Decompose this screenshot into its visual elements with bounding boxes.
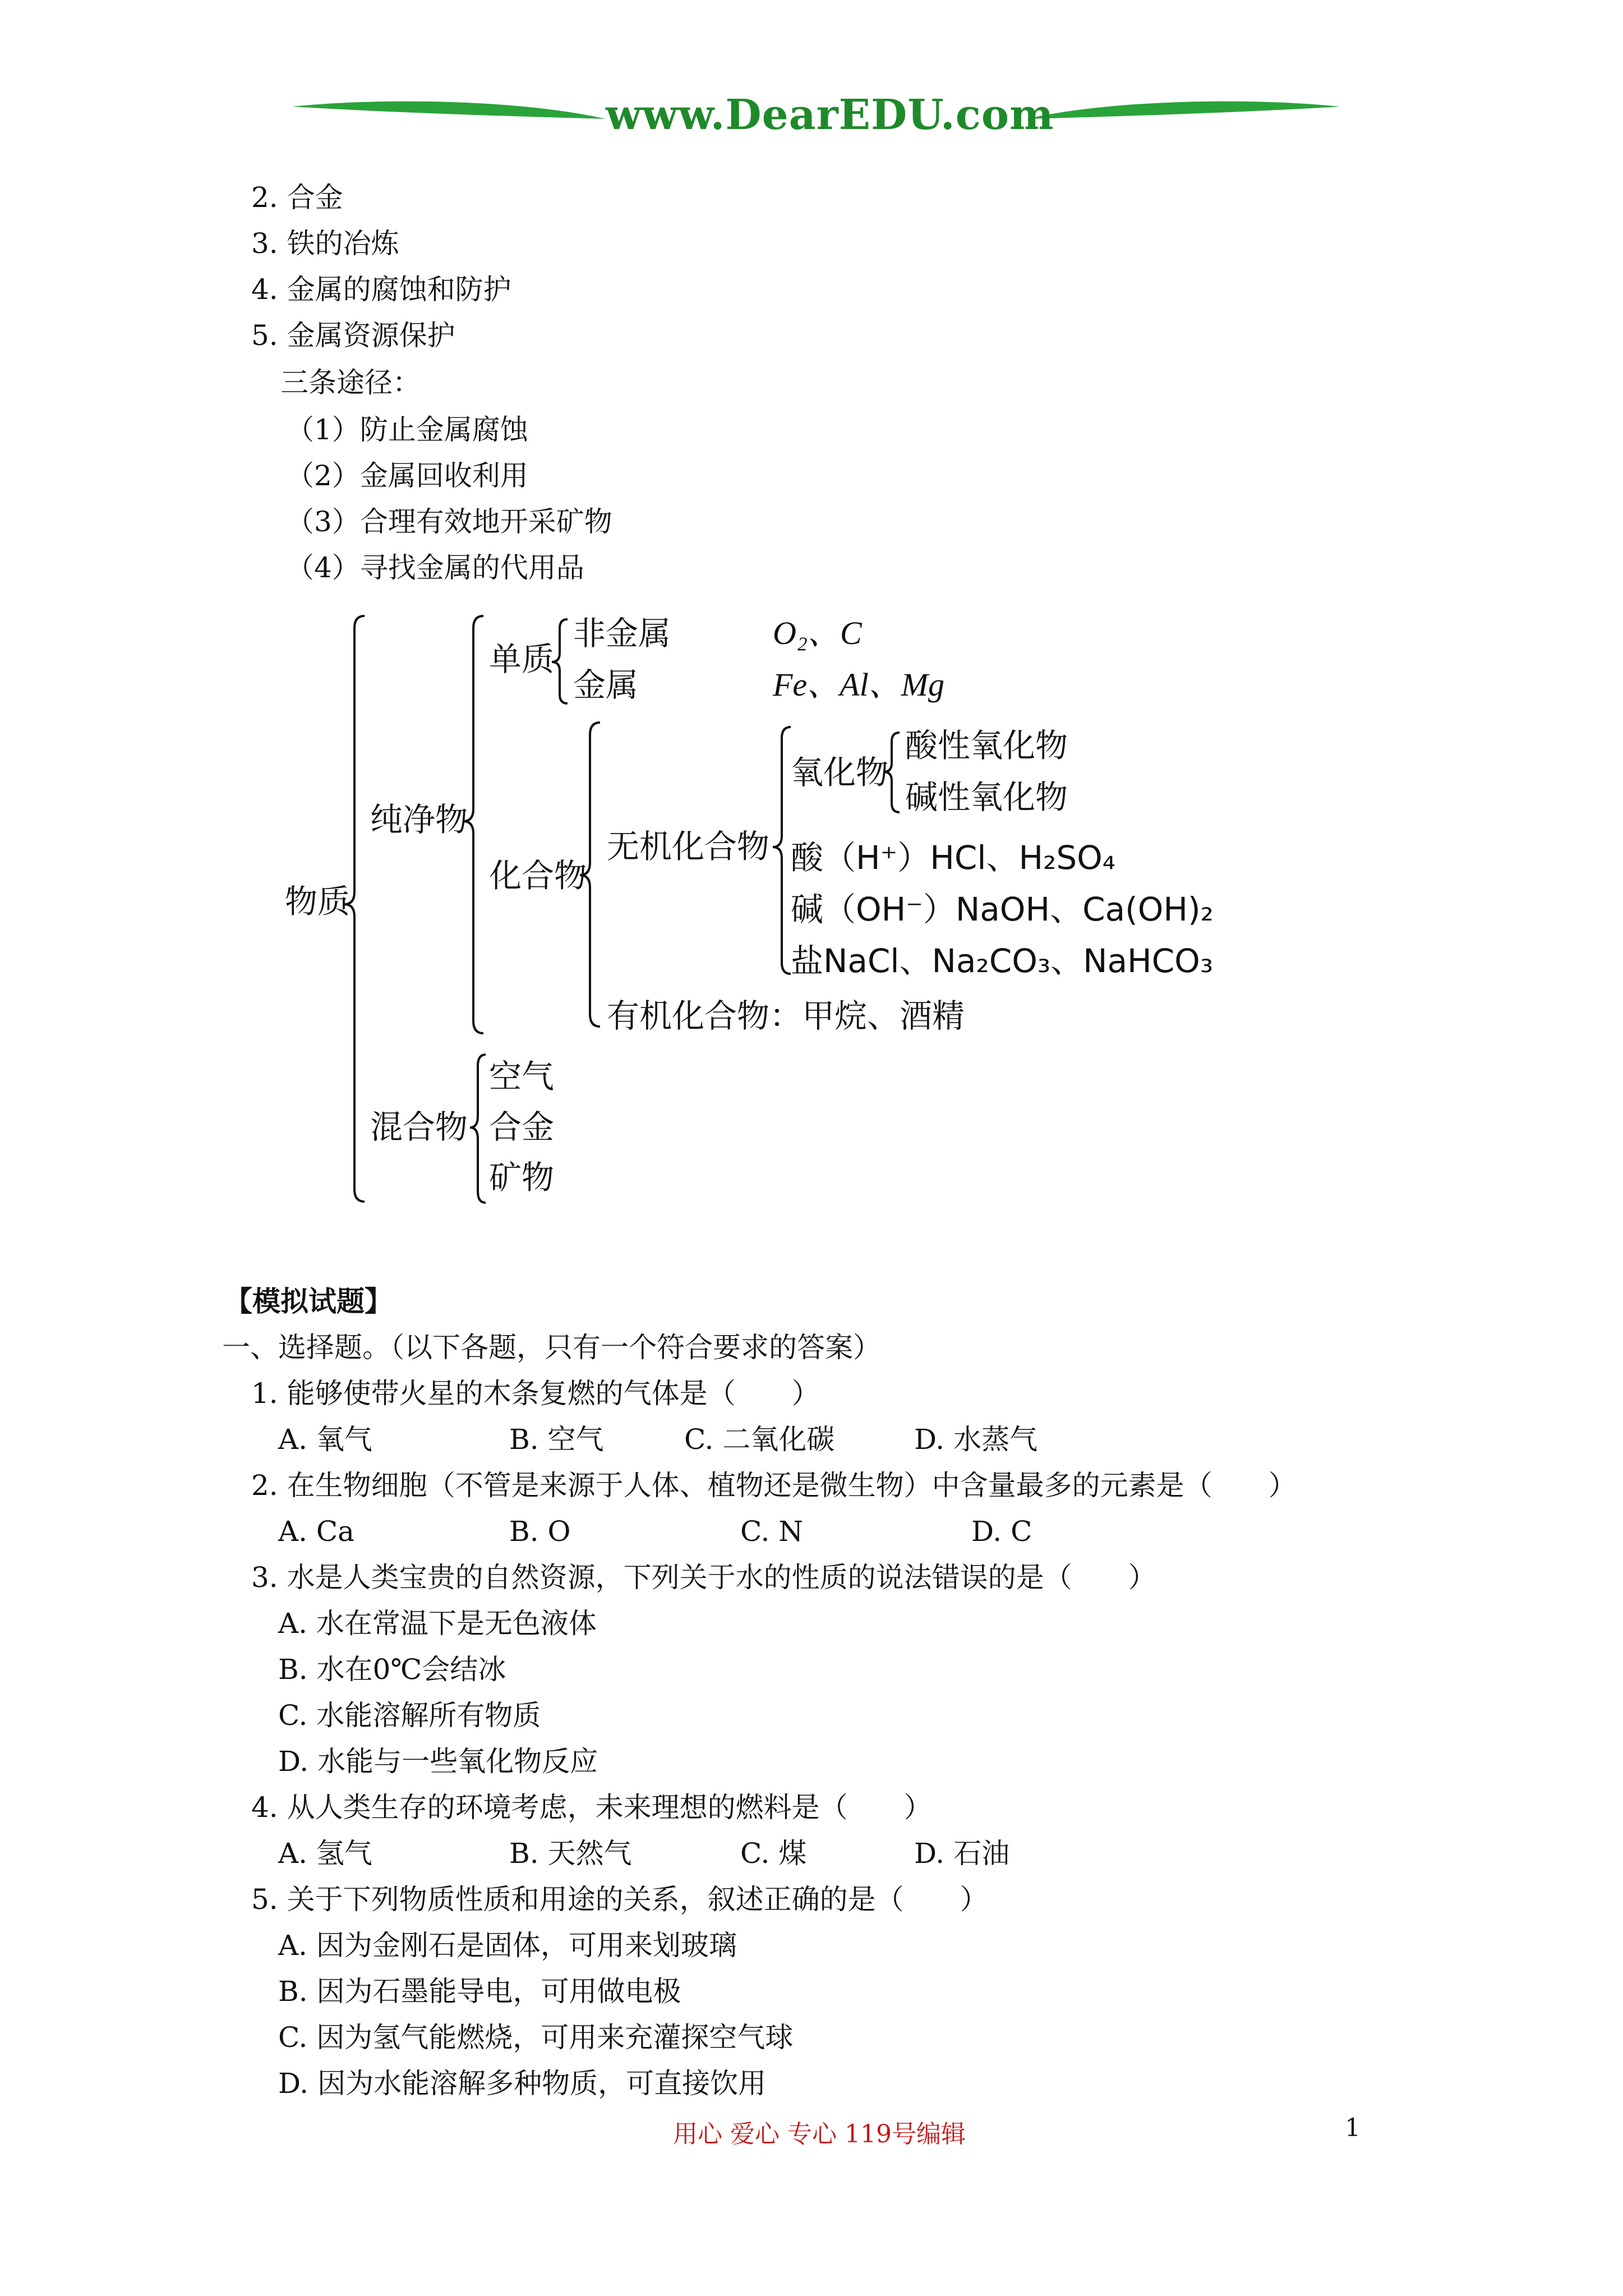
path-item: （2）金属回收利用	[286, 459, 528, 492]
brace-inorganic	[773, 727, 791, 974]
tree-nonmetal: 非金属	[573, 614, 671, 652]
q1-option-c: C. 二氧化碳	[684, 1423, 835, 1456]
brace-element	[552, 619, 568, 703]
list-item: 3. 铁的冶炼	[251, 227, 399, 260]
q2-option-a: A. Ca	[278, 1515, 354, 1548]
quiz-heading: 【模拟试题】	[224, 1285, 393, 1318]
page-number: 1	[1345, 2114, 1361, 2142]
q5-option-d: D. 因为水能溶解多种物质，可直接饮用	[278, 2067, 767, 2100]
question-2: 2. 在生物细胞（不管是来源于人体、植物还是微生物）中含量最多的元素是（ ）	[251, 1469, 1297, 1502]
tree-element: 单质	[489, 640, 555, 678]
list-item: 5. 金属资源保护	[251, 319, 455, 352]
tree-compound: 化合物	[489, 857, 587, 895]
tree-organic: 有机化合物：甲烷、酒精	[607, 997, 965, 1035]
tree-pure: 纯净物	[370, 800, 468, 839]
q1-option-d: D. 水蒸气	[914, 1423, 1038, 1456]
q4-option-d: D. 石油	[914, 1837, 1010, 1870]
tree-base-oxide: 碱性氧化物	[905, 778, 1068, 816]
question-1: 1. 能够使带火星的木条复燃的气体是（ ）	[251, 1377, 820, 1410]
q4-option-b: B. 天然气	[509, 1837, 632, 1870]
q3-option-c: C. 水能溶解所有物质	[278, 1699, 541, 1732]
question-5: 5. 关于下列物质性质和用途的关系，叙述正确的是（ ）	[251, 1883, 988, 1916]
path-item: （4）寻找金属的代用品	[286, 551, 584, 584]
tree-oxide: 氧化物	[791, 753, 889, 792]
q2-option-d: D. C	[971, 1515, 1032, 1548]
tree-nonmetal-examples: O₂、C	[773, 615, 862, 651]
path-item: （1）防止金属腐蚀	[286, 413, 528, 446]
tree-acid: 酸（H⁺）HCl、H₂SO₄	[791, 839, 1116, 877]
tree-base: 碱（OH⁻）NaOH、Ca(OH)₂	[791, 890, 1214, 928]
list-item: 2. 合金	[251, 181, 343, 214]
tree-root: 物质	[285, 882, 351, 921]
tree-inorganic: 无机化合物	[607, 827, 770, 866]
question-4: 4. 从人类生存的环境考虑，未来理想的燃料是（ ）	[251, 1791, 932, 1824]
q2-option-b: B. O	[509, 1515, 571, 1548]
q5-option-b: B. 因为石墨能导电，可用做电极	[278, 1975, 681, 2008]
q2-option-c: C. N	[740, 1515, 804, 1548]
tree-mixture: 混合物	[370, 1108, 468, 1146]
q5-option-a: A. 因为金刚石是固体，可用来划玻璃	[278, 1929, 737, 1962]
q3-option-d: D. 水能与一些氧化物反应	[278, 1745, 598, 1778]
path-item: （3）合理有效地开采矿物	[286, 505, 612, 538]
tree-alloy: 合金	[489, 1108, 555, 1146]
q3-option-a: A. 水在常温下是无色液体	[278, 1607, 597, 1640]
q1-option-a: A. 氧气	[278, 1423, 372, 1456]
paths-title: 三条途径：	[280, 366, 421, 399]
q4-option-c: C. 煤	[740, 1837, 807, 1870]
brace-mixture	[470, 1055, 486, 1203]
footer-slogan: 用心 爱心 专心 119号编辑	[673, 2120, 966, 2148]
tree-metal: 金属	[573, 666, 639, 704]
tree-salt: 盐NaCl、Na₂CO₃、NaHCO₃	[791, 942, 1214, 980]
q4-option-a: A. 氢气	[278, 1837, 372, 1870]
tree-air: 空气	[489, 1057, 555, 1096]
list-item: 4. 金属的腐蚀和防护	[251, 273, 511, 306]
tree-acid-oxide: 酸性氧化物	[905, 726, 1068, 765]
question-3: 3. 水是人类宝贵的自然资源，下列关于水的性质的说法错误的是（ ）	[251, 1561, 1156, 1594]
tree-ore: 矿物	[489, 1158, 555, 1197]
tree-metal-examples: Fe、Al、Mg	[773, 666, 945, 703]
quiz-section: 一、选择题。（以下各题，只有一个符合要求的答案）	[222, 1331, 881, 1364]
q5-option-c: C. 因为氢气能燃烧，可用来充灌探空气球	[278, 2021, 794, 2054]
q1-option-b: B. 空气	[509, 1423, 604, 1456]
site-name[interactable]: www.DearEDU.com	[606, 91, 1054, 139]
q3-option-b: B. 水在0℃会结冰	[278, 1653, 506, 1686]
